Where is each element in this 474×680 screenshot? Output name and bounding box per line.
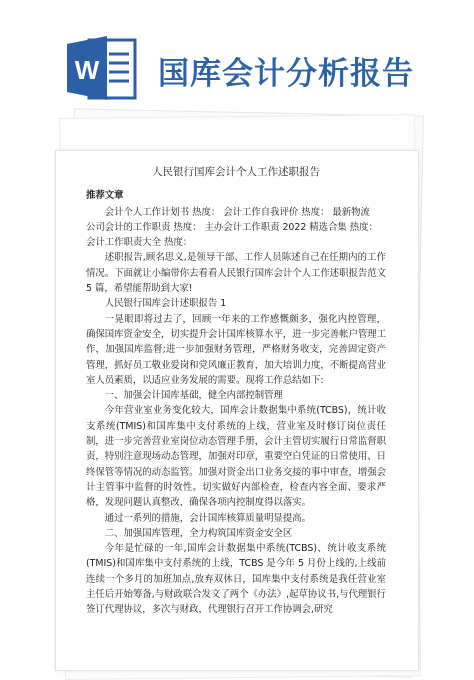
word-document-icon [67,34,139,102]
paragraph-3: 今年营业室业务变化较大，国库会计数据集中系统(TCBS)，统计收支系统(TMIS)和国库集中支付系统的上线，营业室及时修订岗位责任制，进一步完善营业室岗位动态管理手册，会计主管切实履行日常监督职责，特别注意现场动态管理，加强对印章，重要空白凭证的日常使用、日终保管等情况的动态监管。加强对资金出口业务交接的事中审查，增强会计主管事中监督的时效性。切实做好内部检查，检查内容全面、要求严格，发现问题认真整改，确保各项内控制度得以落实。 [86,405,387,509]
recommend-line-3: 会计工作职责大全 热度： [86,237,193,249]
paragraph-2: 一晃眼即将过去了，回顾一年来的工作感慨颇多，强化内控管理，确保国库资金安全，切实提升会计国库核算水平，进一步完善帐户管理工作，加强国库监督;进一步加强财务管理，严格财务收支，完善固定资产管理，抓好员工敬业爱岗和党风廉正教育，加大培训力度，不断提高营业室人员素质，以适应业务发展的需要。现将工作总结如下: [86,313,387,386]
intro-paragraph: 述职报告,顾名思义,是领导干部、工作人员陈述自己在任期内的工作情况。下面就让小编带你去看看人民银行国库会计个人工作述职报告范文 5 篇，希望能帮助到大家! [86,252,387,295]
document-body [86,165,386,618]
recommend-line-1: 会计个人工作计划书 热度： 会计工作自我评价 热度： 最新物流 [104,206,370,218]
paragraph-5: 今年是忙碌的一年,国库会计数据集中系统(TCBS)、统计收支系统(TMIS)和国库集中支付系统的上线，TCBS 是今年 5 月份上线的,上线前连续一个多月的加班加点,放弃双休日，国库集中支付系统是我任营业室主任后开始筹备,与财政联合发文了两个《办法》,起草协议书,与代理银行签订代理协议，多次与财政，代理银行召开工作协调会,研究 [86,543,386,616]
banner-title: 国库会计分析报告 [158,56,414,92]
heading-2: 二、加强国库管理，全力构筑国库资金安全区 [104,527,293,539]
recommend-line-2: 公司会计的工作职责 热度： 主办会计工作职责 2022 精选合集 热度： [86,221,378,233]
recommend-label: 推荐文章 [86,190,124,202]
heading-1: 一、加强会计国库基础，健全内部控制管理 [104,390,283,402]
banner [0,0,474,110]
word-logo-letter: W [74,55,100,85]
section-heading: 人民银行国库会计述职报告 1 [104,298,227,310]
document-page [55,150,419,671]
document-title: 人民银行国库会计个人工作述职报告 [152,166,320,178]
paragraph-4: 通过一系列的措施，会计国库核算质量明显提高。 [104,512,312,524]
